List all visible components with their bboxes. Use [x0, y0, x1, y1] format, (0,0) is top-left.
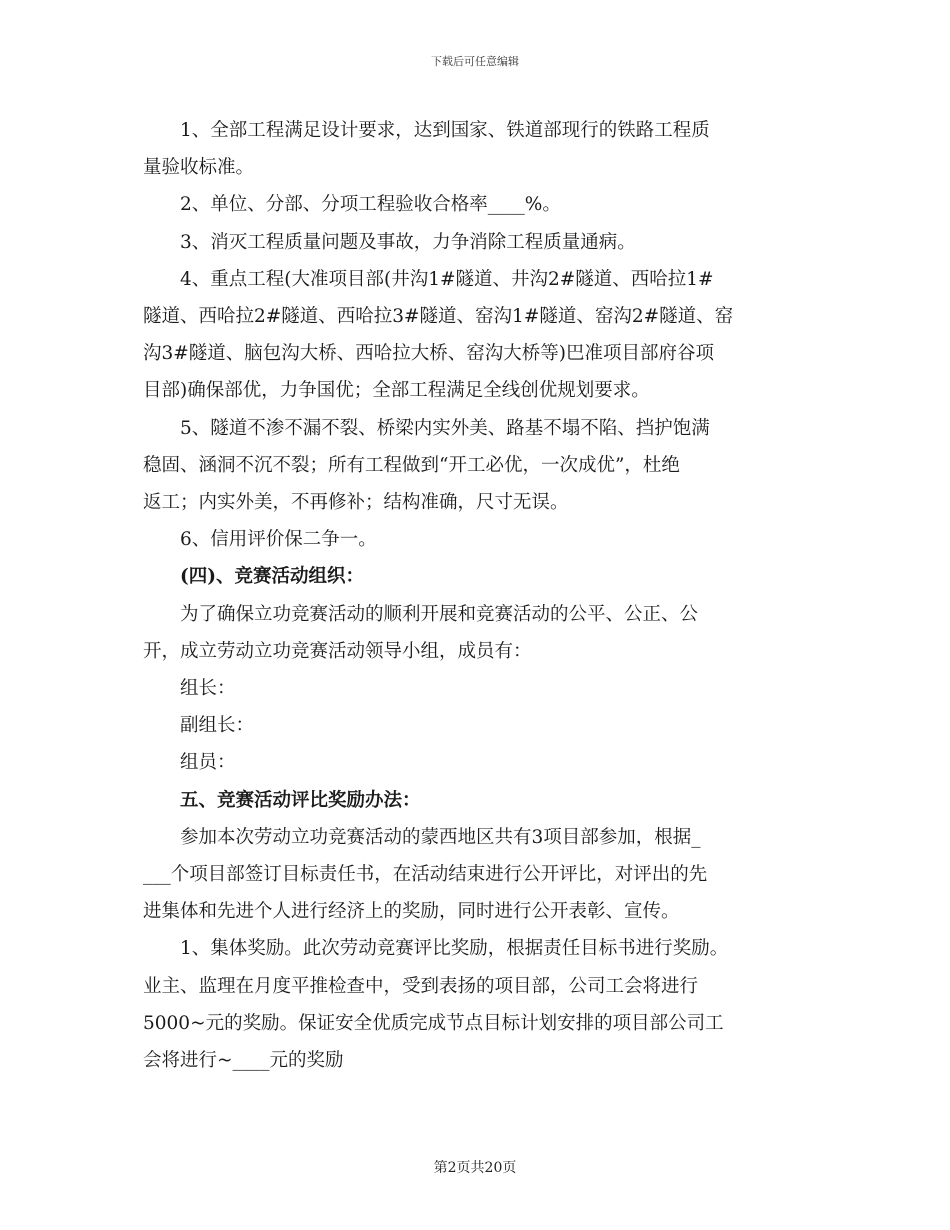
body-text-line: ___个项目部签订目标责任书，在活动结束进行公开评比，对评出的先	[143, 864, 708, 886]
body-text-line: 2、单位、分部、分项工程验收合格率____%。	[180, 194, 561, 216]
body-text-line: 1、集体奖励。此次劳动竞赛评比奖励，根据责任目标书进行奖励。	[180, 938, 729, 960]
body-text-line: 稳固、涵洞不沉不裂；所有工程做到“开工必优，一次成优”，杜绝	[143, 454, 680, 476]
body-text-line: 3、消灭工程质量问题及事故，力争消除工程质量通病。	[180, 231, 636, 253]
page-header: 下载后可任意编辑	[431, 55, 519, 68]
document-body	[143, 112, 809, 1079]
body-text-line: 5、隧道不渗不漏不裂、桥梁内实外美、路基不塌不陷、挡护饱满	[180, 417, 710, 439]
body-text-line: 量验收标准。	[143, 157, 255, 179]
body-text-line: 组员：	[180, 752, 236, 774]
section-heading: 五、竞赛活动评比奖励办法：	[180, 789, 421, 811]
body-text-line: 开，成立劳动立功竞赛活动领导小组，成员有：	[143, 640, 532, 662]
body-text-line: 会将进行~____元的奖励	[143, 1050, 344, 1072]
body-text-line: 业主、监理在月度平推检查中，受到表扬的项目部，公司工会将进行	[143, 975, 699, 997]
body-text-line: 副组长：	[180, 715, 255, 737]
page-footer: 第2页共20页	[433, 1160, 517, 1176]
body-text-line: 为了确保立功竞赛活动的顺利开展和竞赛活动的公平、公正、公	[180, 603, 699, 625]
body-text-line: 沟3#隧道、脑包沟大桥、西哈拉大桥、窑沟大桥等)巴准项目部府谷项	[143, 343, 714, 365]
body-text-line: 4、重点工程(大准项目部(井沟1#隧道、井沟2#隧道、西哈拉1#	[180, 268, 714, 290]
body-text-line: 参加本次劳动立功竞赛活动的蒙西地区共有3项目部参加，根据_	[180, 826, 701, 848]
body-text-line: 6、信用评价保二争一。	[180, 529, 377, 551]
body-text-line: 5000~元的奖励。保证安全优质完成节点目标计划安排的项目部公司工	[143, 1012, 724, 1034]
body-text-line: 目部)确保部优，力争国优；全部工程满足全线创优规划要求。	[143, 380, 650, 402]
body-text-line: 组长：	[180, 678, 236, 700]
body-text-line: 进集体和先进个人进行经济上的奖励，同时进行公开表彰、宣传。	[143, 901, 680, 923]
body-text-line: 1、全部工程满足设计要求，达到国家、铁道部现行的铁路工程质	[180, 120, 710, 141]
body-text-line: 返工；内实外美，不再修补；结构准确，尺寸无误。	[143, 492, 569, 514]
body-text-line: 隧道、西哈拉2#隧道、西哈拉3#隧道、窑沟1#隧道、窑沟2#隧道、窑	[143, 306, 734, 328]
section-heading: (四)、竞赛活动组织：	[180, 566, 365, 588]
